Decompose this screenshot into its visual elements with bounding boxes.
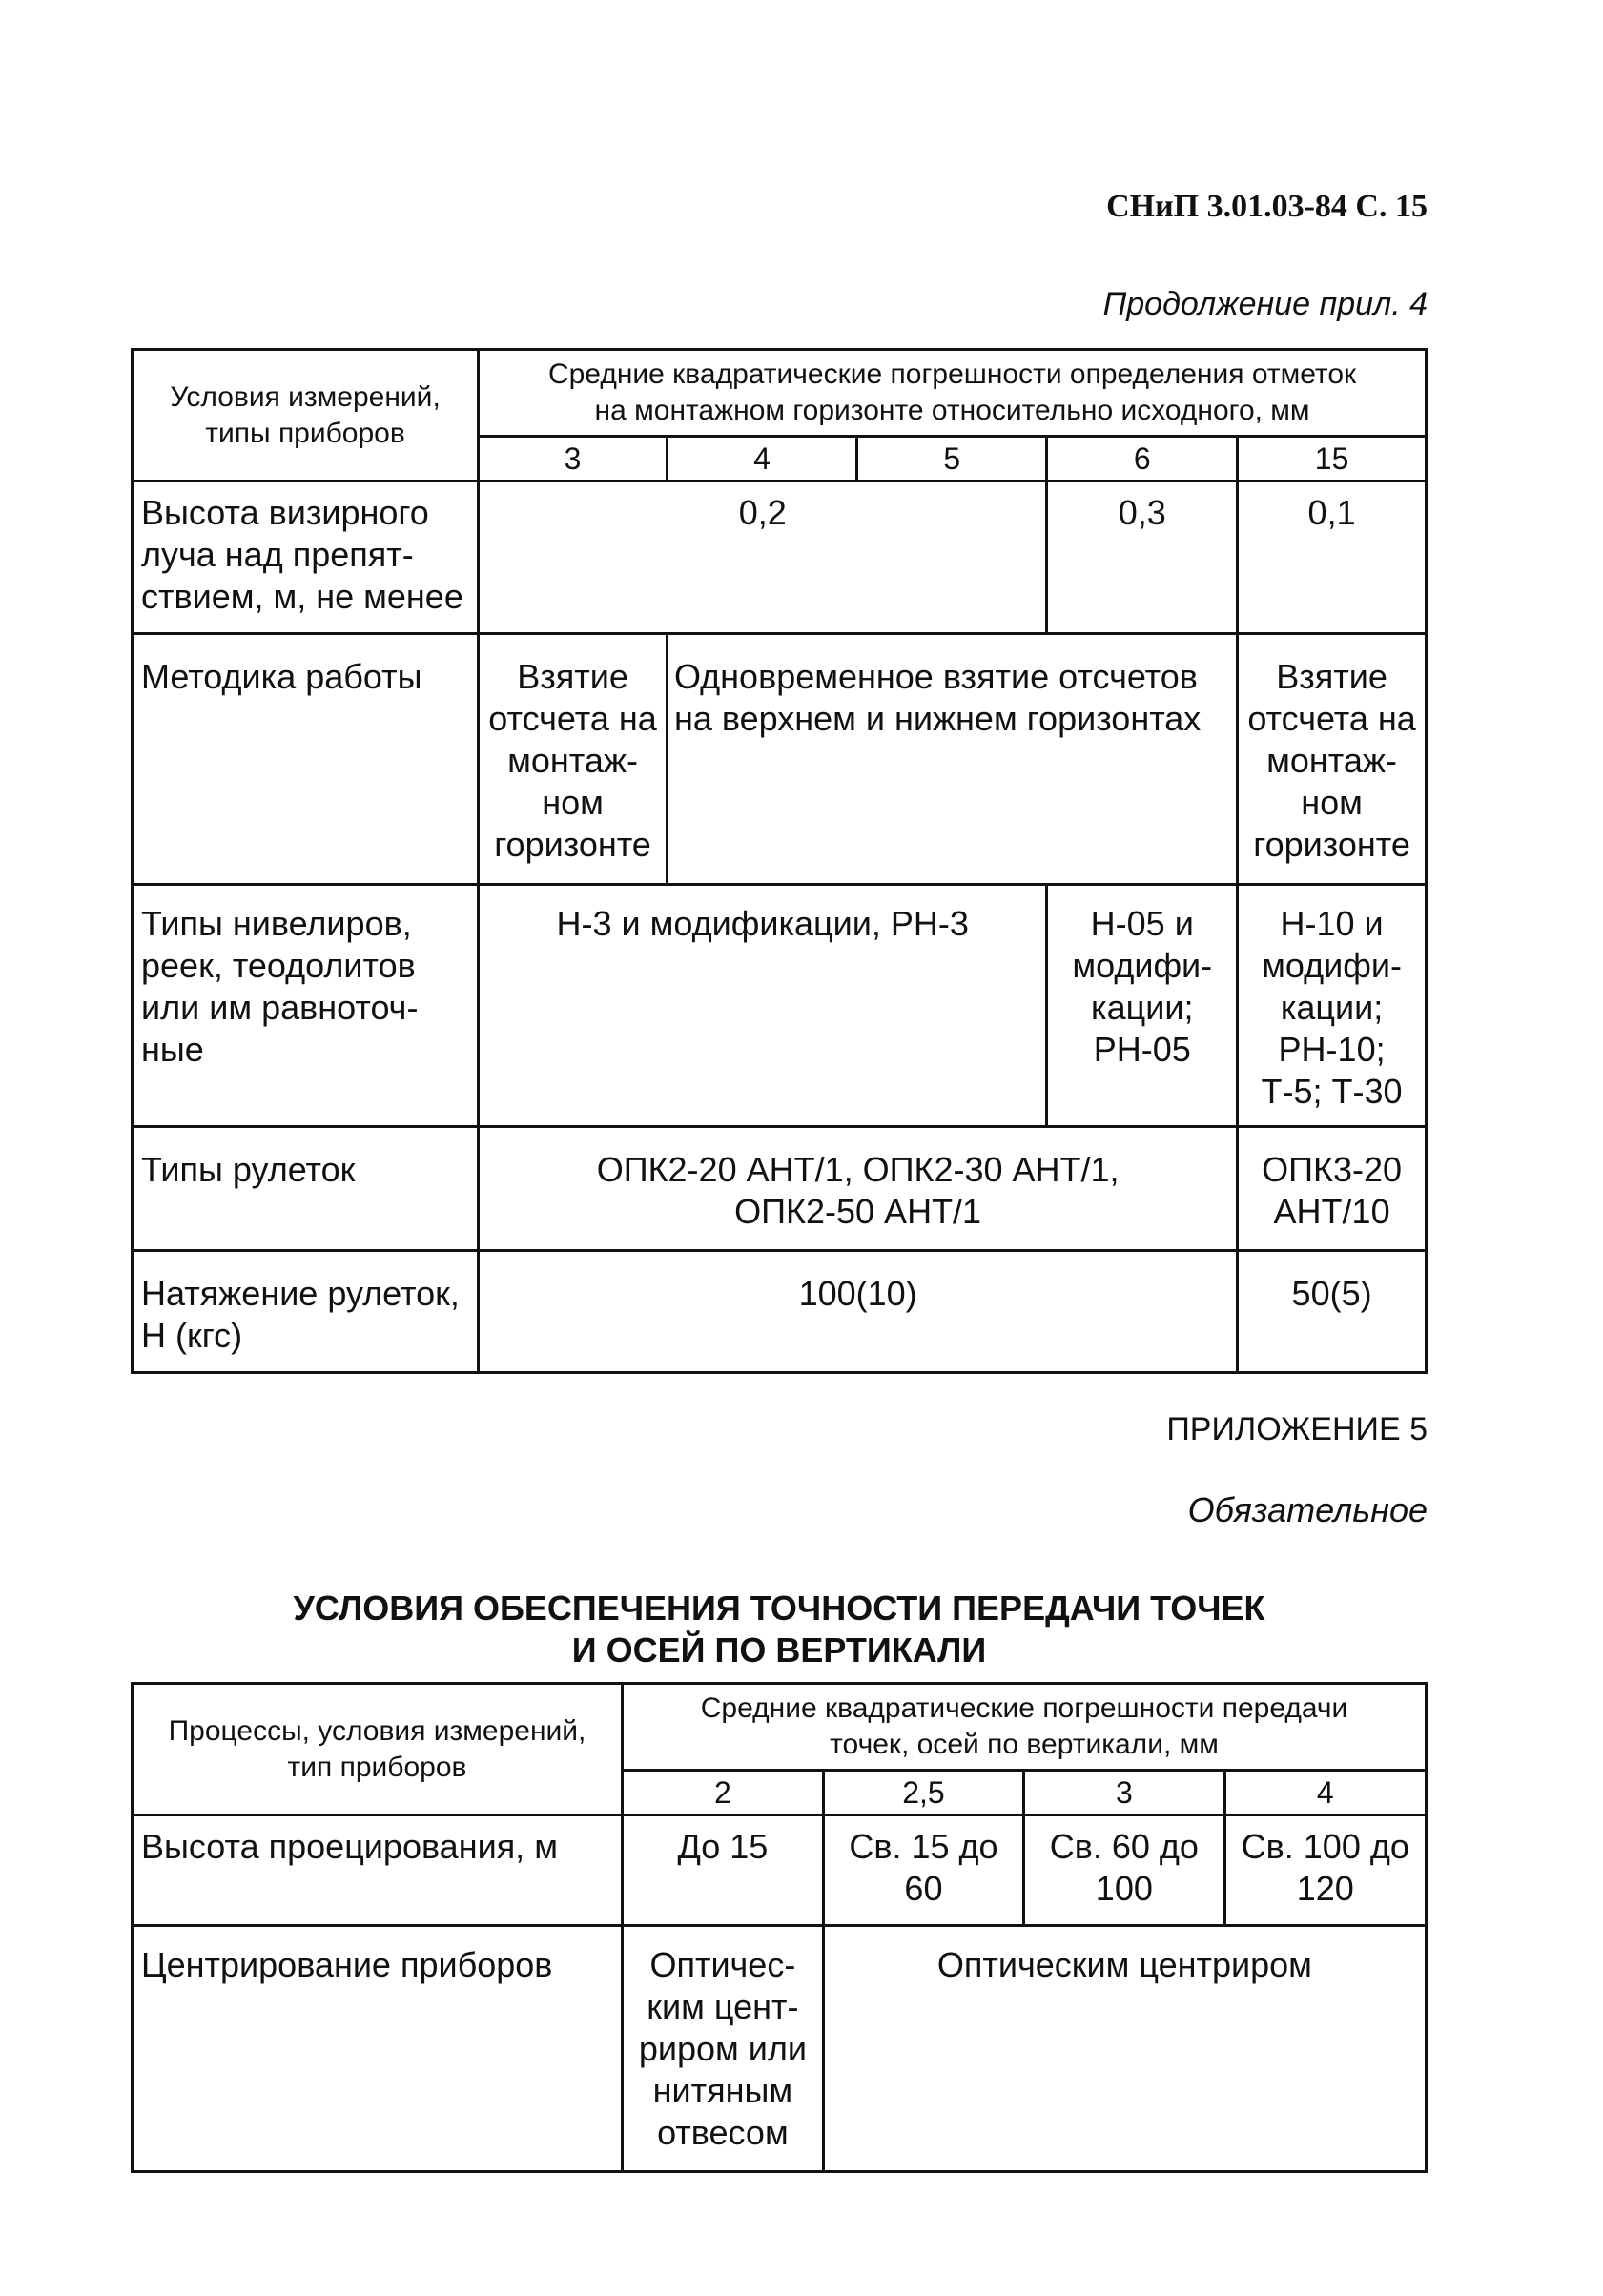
- table-appendix-4: [131, 348, 1428, 1374]
- group-header: Средние квадратические погрешности передачи точек, осей по вертикали, мм: [623, 1684, 1427, 1771]
- table-row: [133, 1127, 1427, 1251]
- cell-value: 0,1: [1238, 482, 1427, 634]
- table-row: [133, 634, 1427, 885]
- row-label: Натяжение рулеток, Н (кгс): [133, 1251, 479, 1373]
- cell-value: Оптическим центриром: [823, 1926, 1426, 2172]
- column-number: 5: [857, 437, 1047, 482]
- row-label: Типы рулеток: [133, 1127, 479, 1251]
- row-label: Центрирование приборов: [133, 1926, 623, 2172]
- column-number: 3: [479, 437, 668, 482]
- cell-value: Взятие отсчета на монтаж- ном горизонте: [1238, 634, 1427, 885]
- cell-value: Н-05 и модифи- кации; РН-05: [1047, 885, 1238, 1127]
- cell-value: Н-3 и модификации, РН-3: [479, 885, 1047, 1127]
- cell-value: ОПК3-20 АНТ/10: [1238, 1127, 1427, 1251]
- table-row: [133, 482, 1427, 634]
- table-header-row: [133, 1684, 1427, 1771]
- row-label: Высота проецирования, м: [133, 1815, 623, 1926]
- cell-value: Взятие отсчета на монтаж- ном горизонте: [479, 634, 668, 885]
- cell-value: Св. 15 до 60: [823, 1815, 1023, 1926]
- column-number: 15: [1238, 437, 1427, 482]
- cell-value: Н-10 и модифи- кации; РН-10; Т-5; Т-30: [1238, 885, 1427, 1127]
- document-id: СНиП 3.01.03-84 С. 15: [1106, 189, 1428, 224]
- cell-value: До 15: [623, 1815, 824, 1926]
- row-label: Типы нивелиров, реек, теодолитов или им равноточ- ные: [133, 885, 479, 1127]
- col1-header: Условия измерений, типы приборов: [133, 350, 479, 482]
- cell-value: Оптичес- ким цент- риром или нитяным отвесом: [623, 1926, 824, 2172]
- table-row: [133, 1251, 1427, 1373]
- section-title: УСЛОВИЯ ОБЕСПЕЧЕНИЯ ТОЧНОСТИ ПЕРЕДАЧИ ТОЧЕК И ОСЕЙ ПО ВЕРТИКАЛИ: [293, 1589, 1265, 1670]
- cell-value: ОПК2-20 АНТ/1, ОПК2-30 АНТ/1, ОПК2-50 АНТ/1: [479, 1127, 1238, 1251]
- col1-header: Процессы, условия измерений, тип приборов: [133, 1684, 623, 1815]
- table-row: [133, 885, 1427, 1127]
- column-number: 6: [1047, 437, 1238, 482]
- column-number: 4: [667, 437, 856, 482]
- group-header: Средние квадратические погрешности определения отметок на монтажном горизонте относительно исходного, мм: [479, 350, 1427, 437]
- table-row: [133, 1815, 1427, 1926]
- row-label: Методика работы: [133, 634, 479, 885]
- column-number: 2: [623, 1771, 824, 1815]
- cell-value: 0,3: [1047, 482, 1238, 634]
- continuation-note: Продолжение прил. 4: [1102, 286, 1428, 322]
- row-label: Высота визирного луча над препят- ствием, м, не менее: [133, 482, 479, 634]
- cell-value: 100(10): [479, 1251, 1238, 1373]
- cell-value: Св. 60 до 100: [1024, 1815, 1224, 1926]
- cell-value: 0,2: [479, 482, 1047, 634]
- column-number: 2,5: [823, 1771, 1023, 1815]
- appendix-status: Обязательное: [1187, 1490, 1428, 1529]
- table-row: [133, 1926, 1427, 2172]
- cell-value: 50(5): [1238, 1251, 1427, 1373]
- table-header-row: [133, 350, 1427, 437]
- cell-value: Св. 100 до 120: [1224, 1815, 1426, 1926]
- table-appendix-5: [131, 1682, 1428, 2173]
- column-number: 4: [1224, 1771, 1426, 1815]
- appendix-label: ПРИЛОЖЕНИЕ 5: [1166, 1411, 1428, 1447]
- cell-value: Одновременное взятие отсчетов на верхнем и нижнем горизонтах: [667, 634, 1237, 885]
- column-number: 3: [1024, 1771, 1224, 1815]
